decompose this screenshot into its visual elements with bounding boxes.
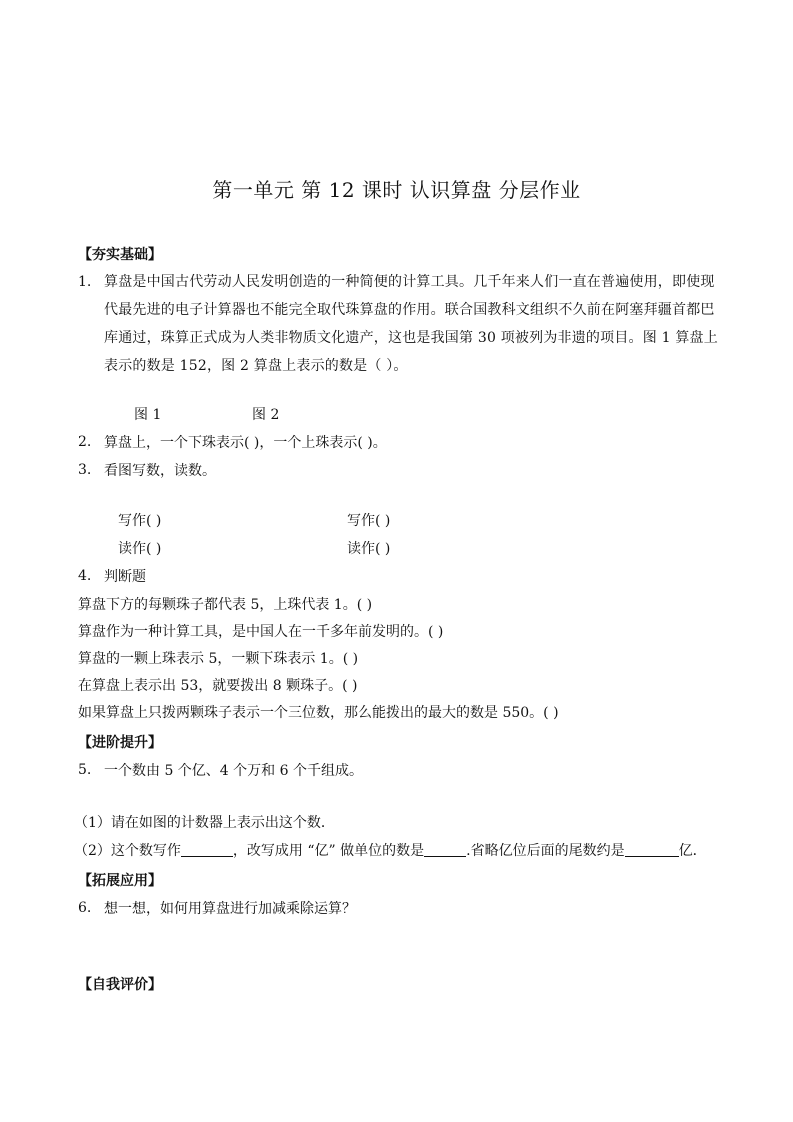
section-advanced: 【进阶提升】 bbox=[78, 735, 162, 751]
read-right-blank: 读作( ) bbox=[347, 541, 391, 557]
question-number-1: 1. bbox=[78, 274, 92, 290]
question-6-text: 想一想，如何用算盘进行加减乘除运算？ bbox=[104, 901, 356, 917]
question-number-5: 5. bbox=[78, 762, 92, 778]
write-left-blank: 写作( ) bbox=[118, 513, 162, 529]
sub2-part-a: （2）这个数写作 bbox=[74, 843, 181, 859]
judge-item: 在算盘上表示出 53，就要拨出 8 颗珠子。( ) bbox=[78, 678, 358, 694]
answer-blank-approx[interactable] bbox=[625, 842, 679, 857]
read-left-blank: 读作( ) bbox=[118, 541, 162, 557]
judge-item: 算盘的一颗上珠表示 5，一颗下珠表示 1。( ) bbox=[78, 651, 359, 667]
question-number-2: 2. bbox=[78, 434, 92, 450]
section-extension: 【拓展应用】 bbox=[78, 873, 162, 889]
sub2-part-c: .省略亿位后面的尾数约是 bbox=[466, 843, 625, 859]
answer-blank-yi-unit[interactable] bbox=[424, 842, 466, 857]
question-1-text: 算盘是中国古代劳动人民发明创造的一种简便的计算工具。几千年来人们一直在普遍使用，即使现代最先进的电子计算器也不能完全取代珠算盘的作用。联合国教科文组织不久前在阿塞拜疆首都巴库通过，珠算正式成为人类非物质文化遗产，这也是我国第 30 项被列为非遗的项目。图 1 算盘上表示的数是 152，图 2 算盘上表示的数是（ ）。 bbox=[104, 274, 718, 374]
question-number-6: 6. bbox=[78, 900, 92, 916]
section-basic: 【夯实基础】 bbox=[78, 247, 162, 263]
figure-1-label: 图 1 bbox=[134, 407, 162, 423]
question-number-3: 3. bbox=[78, 462, 92, 478]
question-number-4: 4. bbox=[78, 568, 92, 584]
sub2-part-d: 亿． bbox=[678, 843, 707, 859]
write-right-blank: 写作( ) bbox=[347, 513, 391, 529]
figure-2-label: 图 2 bbox=[252, 407, 280, 423]
question-5-text: 一个数由 5 个亿、4 个万和 6 个千组成。 bbox=[104, 763, 363, 779]
answer-blank-written[interactable] bbox=[181, 842, 233, 857]
question-5-sub-1: （1）请在如图的计数器上表示出这个数． bbox=[74, 815, 335, 831]
judge-item: 如果算盘上只拨两颗珠子表示一个三位数，那么能拨出的最大的数是 550。( ) bbox=[78, 705, 559, 721]
page-title: 第一单元 第 12 课时 认识算盘 分层作业 bbox=[212, 178, 581, 202]
judge-item: 算盘作为一种计算工具，是中国人在一千多年前发明的。( ) bbox=[78, 624, 444, 640]
sub2-part-b: ，改写成用 “亿” 做单位的数是 bbox=[232, 843, 425, 859]
question-3-text: 看图写数，读数。 bbox=[104, 463, 216, 479]
question-5-sub-2 bbox=[74, 842, 707, 860]
section-self-evaluation: 【自我评价】 bbox=[78, 977, 162, 993]
question-4-text: 判断题 bbox=[104, 569, 146, 585]
question-2-text: 算盘上，一个下珠表示( )，一个上珠表示( )。 bbox=[104, 435, 387, 451]
judge-item: 算盘下方的每颗珠子都代表 5，上珠代表 1。( ) bbox=[78, 597, 373, 613]
